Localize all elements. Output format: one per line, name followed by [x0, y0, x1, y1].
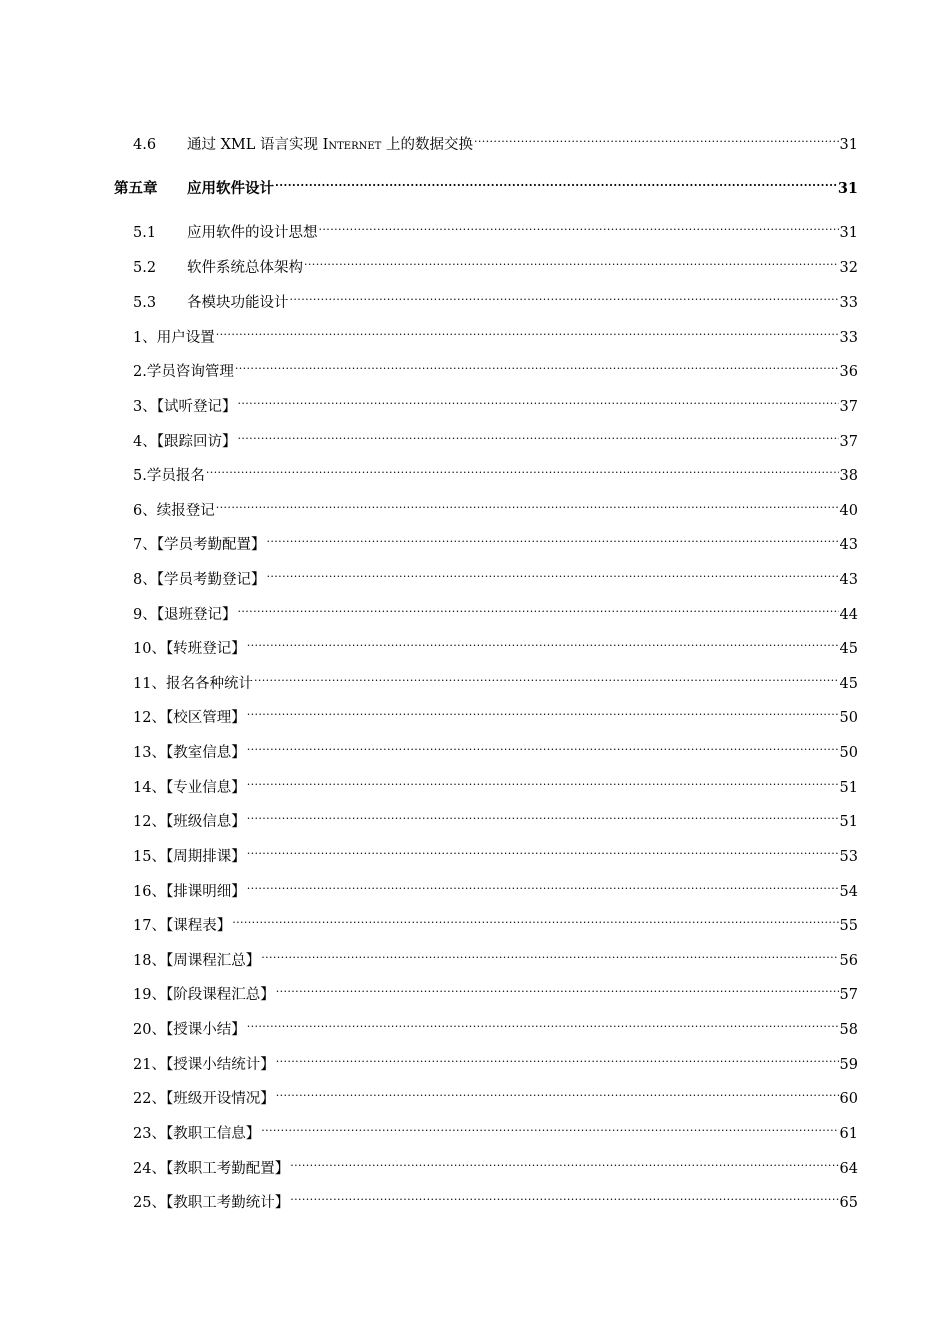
- toc-dot-leader: [247, 735, 839, 757]
- toc-dot-leader: [237, 389, 838, 411]
- toc-page-number: 37: [839, 399, 858, 415]
- toc-page-number: 38: [839, 468, 858, 484]
- toc-dot-leader: [474, 127, 839, 149]
- toc-entry[interactable]: [0, 977, 858, 1003]
- toc-page-number: 33: [839, 330, 858, 346]
- toc-page-number: 32: [839, 260, 858, 276]
- toc-dot-leader: [276, 1047, 839, 1069]
- toc-page-number: 55: [839, 918, 858, 934]
- toc-page-number: 51: [839, 814, 858, 830]
- toc-dot-leader: [237, 424, 838, 446]
- toc-entry-title: 20、【授课小结】: [133, 1022, 246, 1038]
- toc-dot-leader: [216, 320, 839, 342]
- toc-entry[interactable]: [0, 597, 858, 623]
- toc-dot-leader: [247, 804, 839, 826]
- toc-dot-leader: [304, 250, 839, 272]
- toc-page-number: 50: [839, 710, 858, 726]
- toc-entry[interactable]: [0, 943, 858, 969]
- toc-entry-title: 24、【教职工考勤配置】: [133, 1161, 290, 1177]
- toc-entry-number: 5.1: [133, 225, 157, 241]
- toc-entry-title: 12、【班级信息】: [133, 814, 246, 830]
- toc-entry-title: 18、【周课程汇总】: [133, 953, 261, 969]
- toc-page-number: 54: [839, 884, 858, 900]
- toc-dot-leader: [247, 1012, 839, 1034]
- toc-dot-leader: [247, 700, 839, 722]
- toc-entry[interactable]: [0, 908, 858, 934]
- toc-entry-title: 3、【试听登记】: [133, 399, 237, 415]
- toc-entry-5-3[interactable]: [0, 285, 858, 311]
- toc-entry-number: 5.3: [133, 295, 157, 311]
- toc-entry-title: 17、【课程表】: [133, 918, 232, 934]
- toc-page-number: 61: [839, 1126, 858, 1142]
- toc-entry-title: 6、续报登记: [133, 503, 215, 519]
- toc-entry-title: 16、【排课明细】: [133, 884, 246, 900]
- toc-entry-5-2[interactable]: [0, 250, 858, 276]
- toc-page-number: 31: [837, 180, 858, 197]
- toc-entry[interactable]: [0, 631, 858, 657]
- toc-entry[interactable]: [0, 562, 858, 588]
- toc-entry[interactable]: [0, 770, 858, 796]
- toc-page-number: 60: [839, 1091, 858, 1107]
- toc-page-number: 43: [839, 537, 858, 553]
- toc-dot-leader: [276, 977, 839, 999]
- toc-entry[interactable]: [0, 700, 858, 726]
- toc-entry[interactable]: [0, 1151, 858, 1177]
- toc-dot-leader: [247, 839, 839, 861]
- toc-entry[interactable]: [0, 424, 858, 450]
- toc-dot-leader: [247, 631, 839, 653]
- toc-entry-number: 5.2: [133, 260, 157, 276]
- toc-entry-title: 1、用户设置: [133, 330, 215, 346]
- toc-page-number: 31: [839, 137, 858, 153]
- toc-dot-leader: [261, 943, 838, 965]
- toc-entry[interactable]: [0, 1047, 858, 1073]
- toc-entry-4-6[interactable]: [0, 127, 858, 153]
- toc-page-number: 64: [839, 1161, 858, 1177]
- toc-entry[interactable]: [0, 1012, 858, 1038]
- toc-page-number: 31: [839, 225, 858, 241]
- toc-dot-leader: [266, 562, 838, 584]
- toc-entry-title: 21、【授课小结统计】: [133, 1057, 275, 1073]
- toc-page-number: 44: [839, 607, 858, 623]
- toc-dot-leader: [216, 493, 839, 515]
- toc-dot-leader: [237, 597, 838, 619]
- toc-dot-leader: [261, 1116, 838, 1138]
- toc-page-number: 50: [839, 745, 858, 761]
- toc-entry-title: 12、【校区管理】: [133, 710, 246, 726]
- toc-dot-leader: [206, 458, 839, 480]
- toc-entry-title: 各模块功能设计: [187, 295, 289, 311]
- toc-dot-leader: [247, 874, 839, 896]
- toc-dot-leader: [254, 666, 839, 688]
- toc-entry[interactable]: [0, 389, 858, 415]
- toc-page-number: 51: [839, 780, 858, 796]
- toc-page-number: 45: [839, 676, 858, 692]
- toc-dot-leader: [232, 908, 838, 930]
- toc-entry-title: 软件系统总体架构: [187, 260, 303, 276]
- toc-entry-title: 19、【阶段课程汇总】: [133, 987, 275, 1003]
- toc-entry-title: 25、【教职工考勤统计】: [133, 1195, 290, 1211]
- toc-entry-title: 14、【专业信息】: [133, 780, 246, 796]
- toc-entry[interactable]: [0, 1081, 858, 1107]
- toc-entry-title: 通过 XML 语言实现 Internet 上的数据交换: [187, 137, 473, 153]
- toc-entry[interactable]: [0, 804, 858, 830]
- toc-dot-leader: [319, 215, 839, 237]
- toc-entry-chapter-5[interactable]: [0, 171, 858, 197]
- toc-dot-leader: [266, 527, 838, 549]
- toc-entry-title: 15、【周期排课】: [133, 849, 246, 865]
- toc-page-number: 57: [839, 987, 858, 1003]
- toc-entry-number: 4.6: [133, 137, 157, 153]
- toc-dot-leader: [290, 1151, 838, 1173]
- toc-entry[interactable]: [0, 493, 858, 519]
- toc-page-number: 56: [839, 953, 858, 969]
- toc-entry[interactable]: [0, 320, 858, 346]
- toc-page-number: 43: [839, 572, 858, 588]
- toc-entry-title: 7、【学员考勤配置】: [133, 537, 266, 553]
- toc-page-number: 53: [839, 849, 858, 865]
- toc-entry[interactable]: [0, 458, 858, 484]
- toc-dot-leader: [276, 1081, 839, 1103]
- toc-entry[interactable]: [0, 735, 858, 761]
- toc-dot-leader: [235, 354, 839, 376]
- toc-entry[interactable]: [0, 839, 858, 865]
- toc-entry[interactable]: [0, 354, 858, 380]
- toc-entry-5-1[interactable]: [0, 215, 858, 241]
- toc-entry-title: 23、【教职工信息】: [133, 1126, 261, 1142]
- toc-page-number: 45: [839, 641, 858, 657]
- toc-entry[interactable]: [0, 527, 858, 553]
- toc-entry-title: 4、【跟踪回访】: [133, 434, 237, 450]
- toc-entry[interactable]: [0, 1185, 858, 1211]
- toc-page-number: 33: [839, 295, 858, 311]
- toc-dot-leader: [275, 171, 837, 193]
- toc-entry-title: 11、报名各种统计: [133, 676, 253, 692]
- toc-entry-title: 2.学员咨询管理: [133, 364, 234, 380]
- toc-page-number: 58: [839, 1022, 858, 1038]
- toc-page-number: 37: [839, 434, 858, 450]
- toc-page-number: 36: [839, 364, 858, 380]
- toc-entry-title: 应用软件的设计思想: [187, 225, 318, 241]
- toc-entry-title: 10、【转班登记】: [133, 641, 246, 657]
- toc-entry-title: 9、【退班登记】: [133, 607, 237, 623]
- toc-entry[interactable]: [0, 666, 858, 692]
- toc-entry-title: 8、【学员考勤登记】: [133, 572, 266, 588]
- toc-entry[interactable]: [0, 1116, 858, 1142]
- toc-page-number: 59: [839, 1057, 858, 1073]
- toc-entry-title: 22、【班级开设情况】: [133, 1091, 275, 1107]
- toc-entry-title: 应用软件设计: [187, 180, 274, 197]
- toc-entry[interactable]: [0, 874, 858, 900]
- toc-dot-leader: [290, 1185, 838, 1207]
- toc-page-number: 65: [839, 1195, 858, 1211]
- toc-entry-title: 5.学员报名: [133, 468, 205, 484]
- toc-page-number: 40: [839, 503, 858, 519]
- toc-dot-leader: [247, 770, 839, 792]
- toc-entry-number: 第五章: [114, 180, 158, 197]
- toc-entry-title: 13、【教室信息】: [133, 745, 246, 761]
- toc-dot-leader: [290, 285, 839, 307]
